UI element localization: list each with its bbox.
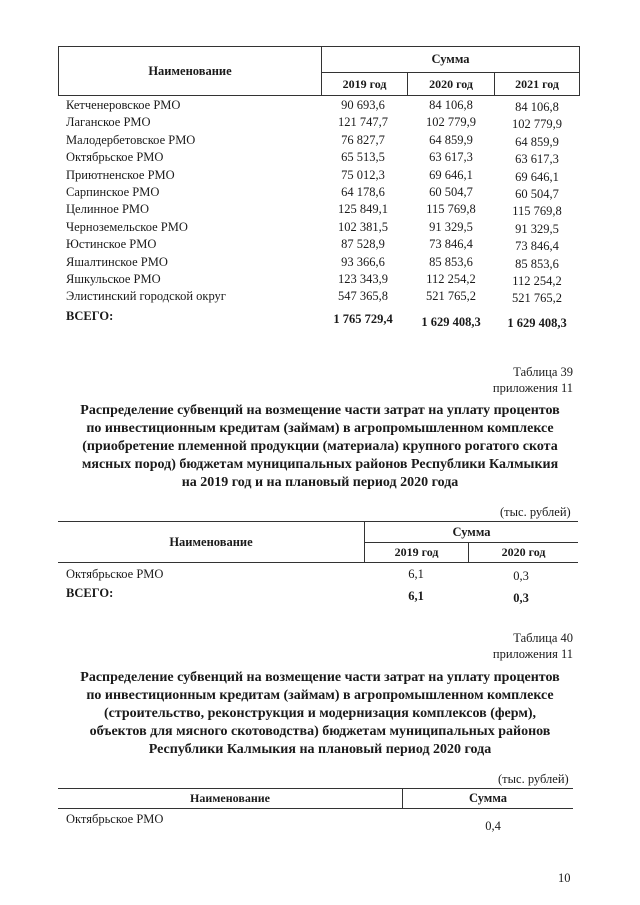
- table-row: [58, 254, 580, 271]
- row-value-2021: 85 853,6: [515, 256, 559, 271]
- header-name: Наименование: [58, 522, 365, 562]
- table-row: [58, 271, 580, 288]
- row-value-2019: 121 747,7: [338, 115, 388, 130]
- row-value-2021: 60 504,7: [515, 186, 559, 201]
- table39-caption-appendix: приложения 11: [492, 381, 573, 395]
- row-value-2020: 84 106,8: [429, 98, 473, 112]
- table40-caption-appendix: приложения 11: [492, 647, 573, 661]
- row-value-2021: 115 769,8: [512, 204, 562, 219]
- row-value-2020: 73 846,4: [429, 237, 473, 252]
- row-value-2019: 90 693,6: [341, 98, 385, 112]
- table-total-row: [58, 308, 580, 330]
- row-value-2019: 6,1: [408, 567, 424, 581]
- table-row: [58, 201, 580, 218]
- table39-title-line: Распределение субвенций на возмещение части затрат на уплату процентов: [80, 403, 560, 418]
- table39-title-line: (приобретение племенной продукции (материала) крупного рогатого скота: [82, 439, 558, 454]
- row-name: Яшалтинское РМО: [66, 254, 168, 269]
- subsidy-table-39: [58, 521, 578, 606]
- table40-title-line: Распределение субвенций на возмещение части затрат на уплату процентов: [80, 670, 560, 685]
- total-value-2020: 0,3: [513, 591, 529, 606]
- table-row: [58, 114, 580, 131]
- row-value-2020: 521 765,2: [426, 289, 476, 304]
- row-value-2021: 521 765,2: [512, 291, 562, 306]
- table40-title-line: объектов для мясного скотоводства) бюджетам муниципальных районов: [89, 724, 551, 739]
- table-row: [58, 132, 580, 149]
- header-sum: Сумма: [365, 522, 578, 543]
- subsidy-table-main: [58, 46, 580, 330]
- row-value-2020: 102 779,9: [426, 115, 476, 130]
- table-row: [58, 167, 580, 184]
- row-value-2019: 123 343,9: [338, 271, 388, 286]
- row-value-2019: 102 381,5: [338, 219, 388, 234]
- table-header: [58, 788, 573, 809]
- row-value-2019: 65 513,5: [341, 150, 385, 165]
- total-value-2019: 6,1: [408, 589, 424, 604]
- row-value-2019: 75 012,3: [341, 167, 385, 182]
- row-name: Приютненское РМО: [66, 167, 175, 182]
- table-header: [58, 46, 580, 96]
- row-name: Октябрьское РМО: [66, 812, 164, 826]
- total-value-2020: 1 629 408,3: [421, 314, 481, 329]
- row-name: Целинное РМО: [66, 202, 150, 217]
- table40-caption-number: Таблица 40: [513, 631, 573, 645]
- header-sum: Сумма: [469, 791, 507, 805]
- table39-title-line: на 2019 год и на плановый период 2020 года: [181, 475, 459, 490]
- table40-caption: [493, 630, 573, 662]
- row-name: Черноземельское РМО: [66, 219, 188, 234]
- row-value-2021: 73 846,4: [515, 239, 559, 254]
- row-value-2020: 85 853,6: [429, 254, 473, 269]
- subsidy-table-40: [58, 788, 573, 833]
- table-row: [58, 149, 580, 166]
- total-label: ВСЕГО:: [66, 308, 114, 323]
- table-row: [58, 219, 580, 236]
- row-value-2021: 91 329,5: [515, 221, 559, 236]
- row-value-2019: 547 365,8: [338, 289, 388, 304]
- header-year-2020: 2020 год: [501, 545, 546, 559]
- table-row: [58, 288, 580, 305]
- row-value-2021: 84 106,8: [515, 100, 559, 114]
- header-year-2019: 2019 год: [322, 73, 408, 95]
- table-row: [58, 184, 580, 201]
- table39-title: [40, 402, 600, 492]
- table-body: [58, 97, 580, 330]
- row-name: Яшкульское РМО: [66, 271, 161, 286]
- header-name: Наименование: [59, 47, 322, 95]
- table39-caption: [493, 364, 573, 396]
- row-value-2021: 112 254,2: [512, 273, 562, 288]
- table39-units: (тыс. рублей): [500, 505, 571, 519]
- table40-title-line: Республики Калмыкия на плановый период 2020 года: [148, 742, 492, 757]
- header-name: Наименование: [58, 789, 403, 808]
- row-name: Октябрьское РМО: [66, 150, 164, 165]
- row-value-2020: 115 769,8: [426, 202, 476, 217]
- row-value-2019: 93 366,6: [341, 254, 385, 269]
- table40-title-line: (строительство, реконструкция и модернизация комплексов (ферм),: [103, 706, 537, 721]
- table39-title-line: по инвестиционным кредитам (займам) в агропромышленном комплексе: [86, 421, 554, 436]
- row-value-2019: 125 849,1: [338, 202, 388, 217]
- row-value-2020: 0,3: [513, 569, 529, 583]
- row-name: Малодербетовское РМО: [66, 132, 196, 147]
- row-value-2020: 91 329,5: [429, 219, 473, 234]
- row-value-2020: 60 504,7: [429, 184, 473, 199]
- header-year-2021: 2021 год: [515, 76, 559, 91]
- row-name: Кетченеровское РМО: [66, 98, 181, 112]
- row-value-2020: 69 646,1: [429, 167, 473, 182]
- row-value-2020: 63 617,3: [429, 150, 473, 165]
- table39-caption-number: Таблица 39: [513, 365, 573, 379]
- row-value-2020: 64 859,9: [429, 132, 473, 147]
- row-value-2021: 63 617,3: [515, 152, 559, 167]
- row-value-2021: 102 779,9: [512, 117, 562, 132]
- row-value-2019: 76 827,7: [341, 132, 385, 147]
- row-value-2020: 112 254,2: [426, 271, 476, 286]
- total-value-2021: 1 629 408,3: [507, 315, 567, 330]
- row-name: Элистинский городской округ: [66, 289, 226, 304]
- table-row: [58, 811, 573, 833]
- row-value-2019: 64 178,6: [341, 184, 385, 199]
- row-name: Лаганское РМО: [66, 115, 151, 130]
- header-year-2020: 2020 год: [408, 73, 495, 95]
- row-name: Сарпинское РМО: [66, 184, 160, 199]
- row-name: Октябрьское РМО: [66, 567, 164, 581]
- table-row: [58, 236, 580, 253]
- row-value-2021: 69 646,1: [515, 169, 559, 184]
- table40-title: [40, 669, 600, 759]
- header-sum: Сумма: [322, 47, 579, 73]
- table-row: [58, 566, 578, 583]
- page-number: 10: [558, 871, 571, 885]
- row-value-2019: 87 528,9: [341, 237, 385, 252]
- total-value-2019: 1 765 729,4: [333, 311, 393, 326]
- table40-units: (тыс. рублей): [498, 772, 569, 786]
- row-name: Юстинское РМО: [66, 237, 157, 252]
- header-year-2019: 2019 год: [365, 543, 469, 562]
- table40-title-line: по инвестиционным кредитам (займам) в агропромышленном комплексе: [86, 688, 554, 703]
- table-total-row: [58, 585, 578, 606]
- table-row: [58, 97, 580, 114]
- row-value-2020: 0,4: [485, 819, 501, 833]
- table39-title-line: мясных пород) бюджетам муниципальных районов Республики Калмыкия: [81, 457, 559, 472]
- total-label: ВСЕГО:: [66, 586, 114, 601]
- row-value-2021: 64 859,9: [515, 134, 559, 149]
- table-header: [58, 521, 578, 563]
